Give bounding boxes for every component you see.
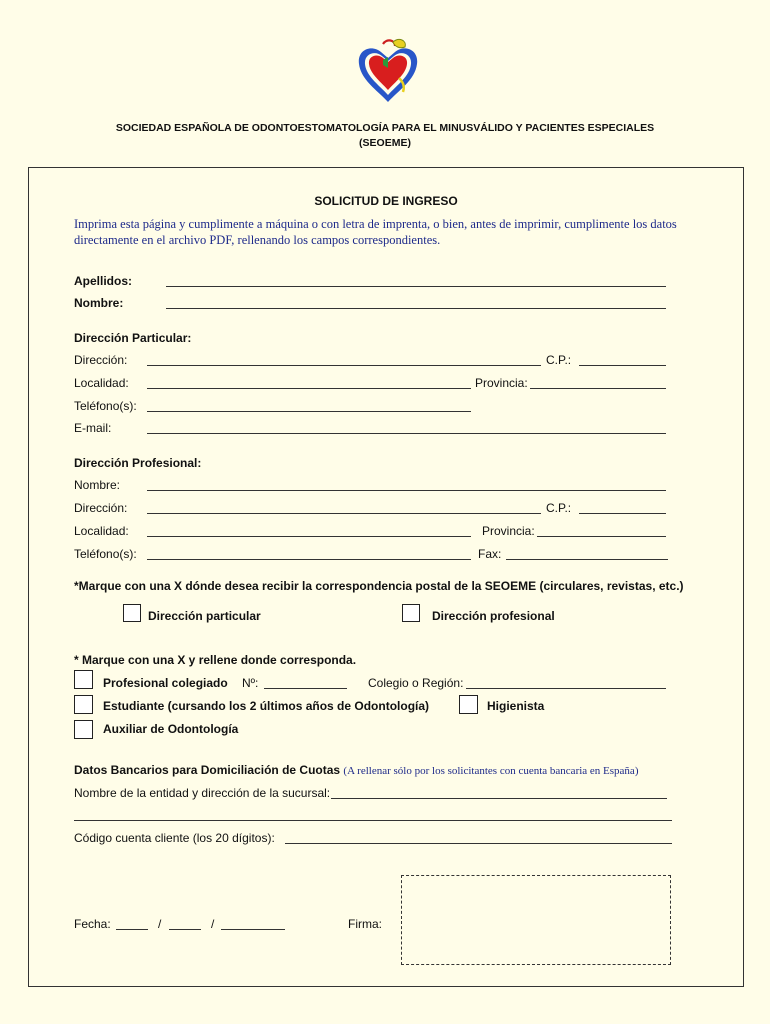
profesional-heading: Dirección Profesional: (74, 456, 202, 470)
bank-entity-field-line2[interactable] (74, 820, 672, 821)
profesional-localidad-field[interactable] (147, 536, 471, 537)
particular-cp-field[interactable] (579, 365, 666, 366)
higienista-label: Higienista (487, 699, 545, 713)
profesional-telefono-field[interactable] (147, 559, 471, 560)
particular-telefono-label: Teléfono(s): (74, 399, 137, 413)
correspondence-profesional-checkbox[interactable] (402, 604, 420, 622)
colegio-region-label: Colegio o Región: (368, 676, 464, 690)
particular-email-label: E-mail: (74, 421, 112, 435)
auxiliar-checkbox[interactable] (74, 720, 93, 739)
bank-note: (A rellenar sólo por los solicitantes con cuenta bancaria en España) (343, 765, 639, 777)
category-question: * Marque con una X y rellene donde corresponda. (74, 653, 357, 667)
nombre-label: Nombre: (74, 296, 124, 310)
bank-entity-label: Nombre de la entidad y dirección de la sucursal: (74, 786, 331, 800)
particular-localidad-field[interactable] (147, 388, 471, 389)
profesional-cp-field[interactable] (579, 513, 666, 514)
auxiliar-label: Auxiliar de Odontología (103, 722, 239, 736)
application-form (28, 167, 744, 987)
estudiante-label: Estudiante (cursando los 2 últimos años de Odontología) (103, 699, 430, 713)
profesional-nombre-field[interactable] (147, 490, 666, 491)
correspondence-question: *Marque con una X dónde desea recibir la correspondencia postal de la SEOEME (circulares, revistas, etc.) (74, 579, 684, 593)
numero-colegiado-field[interactable] (264, 688, 347, 689)
profesional-fax-field[interactable] (506, 559, 668, 560)
particular-direccion-label: Dirección: (74, 353, 128, 367)
form-title: SOLICITUD DE INGRESO (314, 194, 458, 208)
colegio-region-field[interactable] (466, 688, 666, 689)
organization-full-name: SOCIEDAD ESPAÑOLA DE ODONTOESTOMATOLOGÍA PARA EL MINUSVÁLIDO Y PACIENTES ESPECIALES (115, 122, 655, 134)
correspondence-particular-label: Dirección particular (148, 609, 261, 623)
numero-colegiado-label: Nº: (242, 676, 259, 690)
bank-account-label: Código cuenta cliente (los 20 dígitos): (74, 831, 275, 845)
fecha-year-field[interactable] (221, 929, 285, 930)
particular-localidad-label: Localidad: (74, 376, 129, 390)
bank-account-field[interactable] (285, 843, 672, 844)
profesional-provincia-field[interactable] (537, 536, 666, 537)
profesional-colegiado-checkbox[interactable] (74, 670, 93, 689)
correspondence-profesional-label: Dirección profesional (432, 609, 555, 623)
fecha-month-field[interactable] (169, 929, 201, 930)
profesional-nombre-label: Nombre: (74, 478, 121, 492)
profesional-telefono-label: Teléfono(s): (74, 547, 137, 561)
bank-heading-text: Datos Bancarios para Domiciliación de Cuotas (74, 763, 341, 777)
higienista-checkbox[interactable] (459, 695, 478, 714)
fecha-separator: / (158, 917, 162, 931)
apellidos-label: Apellidos: (74, 274, 133, 288)
particular-email-field[interactable] (147, 433, 666, 434)
profesional-localidad-label: Localidad: (74, 524, 129, 538)
organization-name (0, 121, 770, 151)
profesional-direccion-label: Dirección: (74, 501, 128, 515)
apellidos-field[interactable] (166, 286, 666, 287)
particular-provincia-label: Provincia: (475, 376, 528, 390)
fecha-separator: / (211, 917, 215, 931)
organization-acronym: (SEOEME) (359, 137, 411, 149)
bank-heading (74, 763, 638, 777)
firma-label: Firma: (348, 917, 382, 931)
fecha-label: Fecha: (74, 917, 111, 931)
signature-box[interactable] (401, 875, 671, 965)
fecha-day-field[interactable] (116, 929, 148, 930)
profesional-direccion-field[interactable] (147, 513, 541, 514)
particular-heading: Dirección Particular: (74, 331, 192, 345)
particular-telefono-field[interactable] (147, 411, 471, 412)
profesional-provincia-label: Provincia: (482, 524, 535, 538)
profesional-cp-label: C.P.: (546, 501, 572, 515)
nombre-field[interactable] (166, 308, 666, 309)
correspondence-particular-checkbox[interactable] (123, 604, 141, 622)
heart-apple-logo-icon (355, 38, 421, 106)
estudiante-checkbox[interactable] (74, 695, 93, 714)
profesional-colegiado-label: Profesional colegiado (103, 676, 228, 690)
profesional-fax-label: Fax: (478, 547, 502, 561)
particular-direccion-field[interactable] (147, 365, 541, 366)
particular-cp-label: C.P.: (546, 353, 572, 367)
bank-entity-field[interactable] (331, 798, 667, 799)
particular-provincia-field[interactable] (530, 388, 666, 389)
form-instructions: Imprima esta página y cumplimente a máquina o con letra de imprenta, o bien, antes de imprimir, cumplimente los datos directamente en el archivo PDF, rellenando los campos correspondientes. (74, 217, 677, 247)
